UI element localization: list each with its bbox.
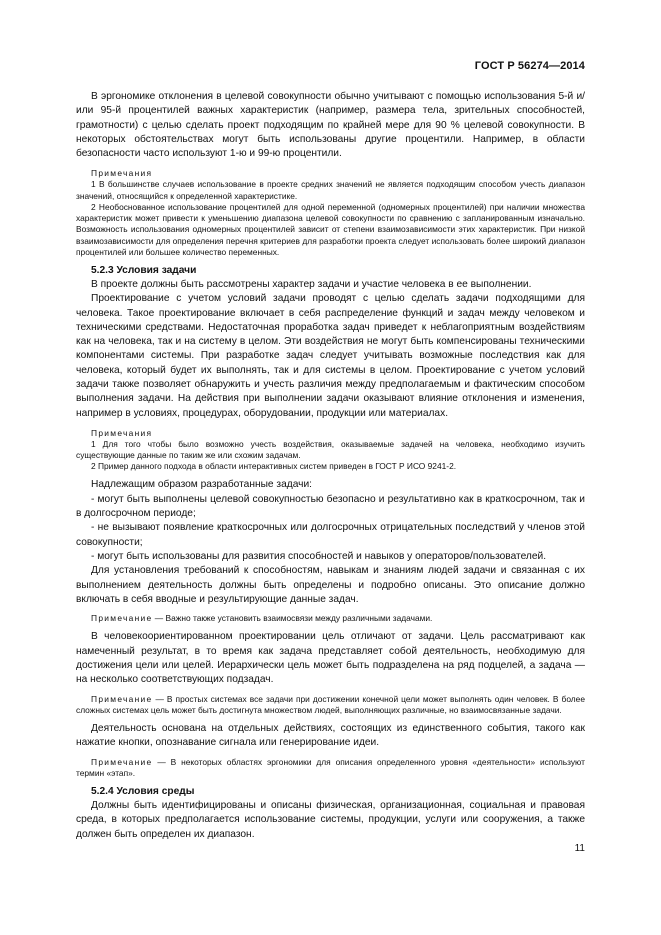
page-number: 11 bbox=[574, 843, 585, 854]
paragraph: Надлежащим образом разработанные задачи: bbox=[91, 479, 312, 491]
section-heading-5-2-3: 5.2.3 Условия задачи bbox=[91, 264, 197, 276]
notes-title: Примечания bbox=[91, 168, 153, 179]
paragraph: Для установления требований к способностям, навыкам и знаниям людей задачи и связанная с их выполнением деятельность должны быть определены и подробно описаны. Это описание должно включать в себя вводные и результирующие данные задач. bbox=[76, 565, 585, 605]
section-heading-5-2-4: 5.2.4 Условия среды bbox=[91, 785, 195, 797]
paragraph: В проекте должны быть рассмотрены характер задачи и участие человека в ее выполнении. bbox=[91, 278, 532, 290]
notes-title: Примечания bbox=[91, 427, 153, 438]
paragraph: Деятельность основана на отдельных действиях, состоящих из единственного события, такого как нажатие кнопки, опознавание сигнала или генерирование идеи. bbox=[76, 722, 585, 749]
note-text: — Важно также установить взаимосвязи между различными задачами. bbox=[152, 613, 433, 624]
note-label: Примечание bbox=[91, 756, 153, 767]
note-inline bbox=[76, 757, 585, 779]
note-text: — В некоторых областях эргономики для описания определенного уровня «деятельности» используют термин «этап». bbox=[76, 756, 585, 778]
list-item: - могут быть выполнены целевой совокупностью безопасно и результативно как в краткосрочном, так и в долгосрочном периоде; bbox=[76, 493, 585, 520]
note-item: 1 В большинстве случаев использование в проекте средних значений не является подходящим способом учесть диапазон значений, относящийся к определенной характеристике. bbox=[76, 179, 585, 201]
note-item: 2 Необоснованное использование процентилей для одной переменной (одномерных процентилей) при наличии множества характеристик может привести к уменьшению диапазона целевой совокупности по сравнению с запланированным изначально. Возможность использования одномерных процентилей зависит от степени взаимозависимости этих характеристик. При низкой взаимозависимости для определения перечня критериев для разработки проекта следует использовать более широкий диапазон процентилей или большее количество переменных. bbox=[76, 201, 585, 257]
standard-header: ГОСТ Р 56274—2014 bbox=[474, 60, 585, 72]
note-text: — В простых системах все задачи при достижении конечной цели может выполнять один человек. В более сложных системах цель может быть достигнута множеством людей, выполняющих различные, но взаимосвязанные задачи. bbox=[76, 693, 585, 715]
note-inline bbox=[76, 694, 585, 716]
note-label: Примечание bbox=[91, 693, 153, 704]
paragraph: В эргономике отклонения в целевой совокупности обычно учитывают с помощью использования 5-й и/или 95-й процентилей важных характеристик (например, размера тела, зрительных способностей, грамотности) с целью сделать проект подходящим по крайней мере для 90 % целевой совокупности. В некоторых обстоятельствах могут быть использованы другие процентили. Например, в области безопасности часто используют 1-ю и 99-ю процентили. bbox=[76, 91, 585, 160]
paragraph: Должны быть идентифицированы и описаны физическая, организационная, социальная и правовая среда, в которых предполагается использование системы, продукции, услуги или сооружения, а также должен быть определен их диапазон. bbox=[76, 799, 585, 840]
note-inline bbox=[76, 613, 585, 624]
paragraph: Проектирование с учетом условий задачи проводят с целью сделать задачи подходящими для человека. Такое проектирование включает в себя распределение функций и задач между человеком и техническими средствами. Недостаточная проработка задач приведет к неблагоприятным воздействиям как на человека, так и на систему в целом. Эти воздействия не могут быть компенсированы техническими компонентами системы. При разработке задач следует учитывать возможные последствия как для человека, который будет их выполнять, так и для системы в целом. Проектирование с учетом условий задачи также позволяет обнаружить и учесть различия между предполагаемым и фактическим способом выполнения задачи. На действия при выполнении задачи оказывают влияние отклонения и изменения, например в условиях, процедурах, оборудовании, продукции или материалах. bbox=[76, 293, 585, 419]
note-item: 1 Для того чтобы было возможно учесть воздействия, оказываемые задачей на человека, необходимо изучить существующие данные по таким же или схожим задачам. bbox=[76, 438, 585, 461]
note-item: 2 Пример данного подхода в области интерактивных систем приведен в ГОСТ Р ИСО 9241-2. bbox=[91, 461, 457, 472]
note-label: Примечание bbox=[91, 613, 153, 624]
list-item: - могут быть использованы для развития способностей и навыков у операторов/пользователей. bbox=[91, 550, 547, 562]
list-item: - не вызывают появление краткосрочных или долгосрочных отрицательных последствий у членов этой совокупности; bbox=[76, 522, 585, 548]
document-body bbox=[76, 90, 585, 842]
paragraph: В человекоориентированном проектировании цель отличают от задачи. Цель рассматривают как намеченный результат, в то время как задача представляет собой деятельность, необходимую для достижения цели или целей. Иерархически цель может быть подразделена на ряд подцелей, а задача — на несколько соответствующих подзадач. bbox=[76, 631, 585, 686]
